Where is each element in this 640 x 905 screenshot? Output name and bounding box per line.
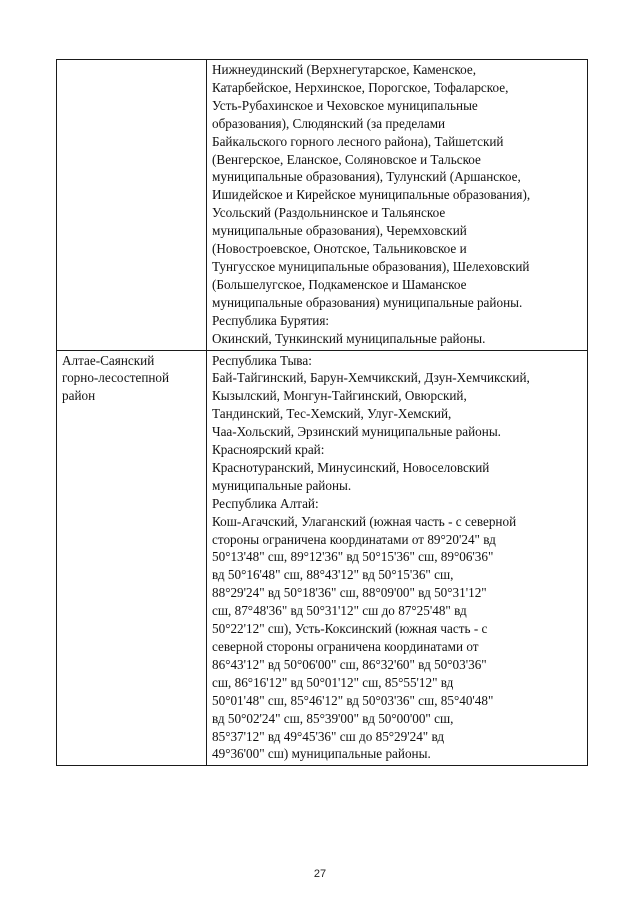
text-line: Республика Алтай: — [212, 495, 319, 511]
text-line: Кызылский, Монгун-Тайгинский, Овюрский, — [212, 388, 467, 404]
text-line: вд 50°02'24" сш, 85°39'00" вд 50°00'00" сш, — [212, 710, 454, 726]
text-line: (Новостроевское, Онотское, Тальниковское и — [212, 241, 467, 257]
text-line: Усольский (Раздольнинское и Тальянское — [212, 205, 446, 221]
text-line: Катарбейское, Нерхинское, Порогское, Тофаларское, — [212, 79, 509, 95]
text-line: Тунгусское муниципальные образования), Шелеховский — [212, 258, 530, 274]
text-line: 50°01'48" сш, 85°46'12" вд 50°03'36" сш, 85°40'48" — [212, 692, 494, 708]
text-line: горно-лесостепной — [62, 370, 170, 386]
table-row — [57, 350, 588, 766]
regions-table — [56, 59, 588, 766]
text-line: муниципальные образования), Черемховский — [212, 223, 467, 239]
text-line: 50°22'12" сш), Усть-Коксинский (южная часть - с — [212, 621, 488, 637]
text-line: Краснотуранский, Минусинский, Новоселовский — [212, 459, 490, 475]
text-line: Красноярский край: — [212, 442, 325, 458]
text-line: район — [62, 388, 96, 404]
text-line: Кош-Агачский, Улаганский (южная часть - с северной — [212, 513, 517, 529]
text-line: Чаа-Хольский, Эрзинский муниципальные районы. — [212, 424, 501, 440]
text-line: Алтае-Саянский — [62, 352, 155, 368]
text-line: Байкальского горного лесного района), Тайшетский — [212, 133, 504, 149]
text-line: муниципальные районы. — [212, 477, 352, 493]
text-line: Усть-Рубахинское и Чеховское муниципальные — [212, 97, 478, 113]
text-line: Бай-Тайгинский, Барун-Хемчикский, Дзун-Хемчикский, — [212, 370, 530, 386]
text-line: 85°37'12" вд 49°45'36" сш до 85°29'24" вд — [212, 728, 445, 744]
text-line: муниципальные образования) муниципальные районы. — [212, 294, 523, 310]
text-line: стороны ограничена координатами от 89°20'24" вд — [212, 531, 496, 547]
text-line: вд 50°16'48" сш, 88°43'12" вд 50°15'36" сш, — [212, 567, 454, 583]
text-line: 86°43'12" вд 50°06'00" сш, 86°32'60" вд 50°03'36" — [212, 656, 487, 672]
text-line: муниципальные образования), Тулунский (Аршанское, — [212, 169, 521, 185]
regions-table-body — [57, 60, 588, 766]
region-name-cell — [57, 60, 207, 351]
text-line: сш, 86°16'12" вд 50°01'12" сш, 85°55'12" вд — [212, 674, 454, 690]
text-line: Республика Бурятия: — [212, 312, 330, 328]
text-line: Ишидейское и Кирейское муниципальные образования), — [212, 187, 531, 203]
text-line: Окинский, Тункинский муниципальные районы. — [212, 330, 486, 346]
region-areas-cell — [207, 350, 588, 766]
text-line: сш, 87°48'36" вд 50°31'12" сш до 87°25'48" вд — [212, 603, 467, 619]
region-name-cell — [57, 350, 207, 766]
text-line: Нижнеудинский (Верхнегутарское, Каменское, — [212, 62, 477, 77]
text-line: (Большелугское, Подкаменское и Шаманское — [212, 276, 467, 292]
text-line: 88°29'24" вд 50°18'36" сш, 88°09'00" вд 50°31'12" — [212, 585, 487, 601]
region-areas-cell — [207, 60, 588, 351]
text-line: северной стороны ограничена координатами от — [212, 639, 479, 654]
page-number: 27 — [313, 868, 327, 880]
text-line: 50°13'48" сш, 89°12'36" вд 50°15'36" сш, 89°06'36" — [212, 549, 494, 565]
text-line: образования), Слюдянский (за пределами — [212, 115, 446, 131]
text-line: Республика Тыва: — [212, 352, 312, 368]
table-row — [57, 60, 588, 351]
text-line: (Венгерское, Еланское, Соляновское и Тальское — [212, 151, 481, 167]
text-line: Тандинский, Тес-Хемский, Улуг-Хемский, — [212, 406, 452, 422]
text-line: 49°36'00" сш) муниципальные районы. — [212, 746, 431, 762]
